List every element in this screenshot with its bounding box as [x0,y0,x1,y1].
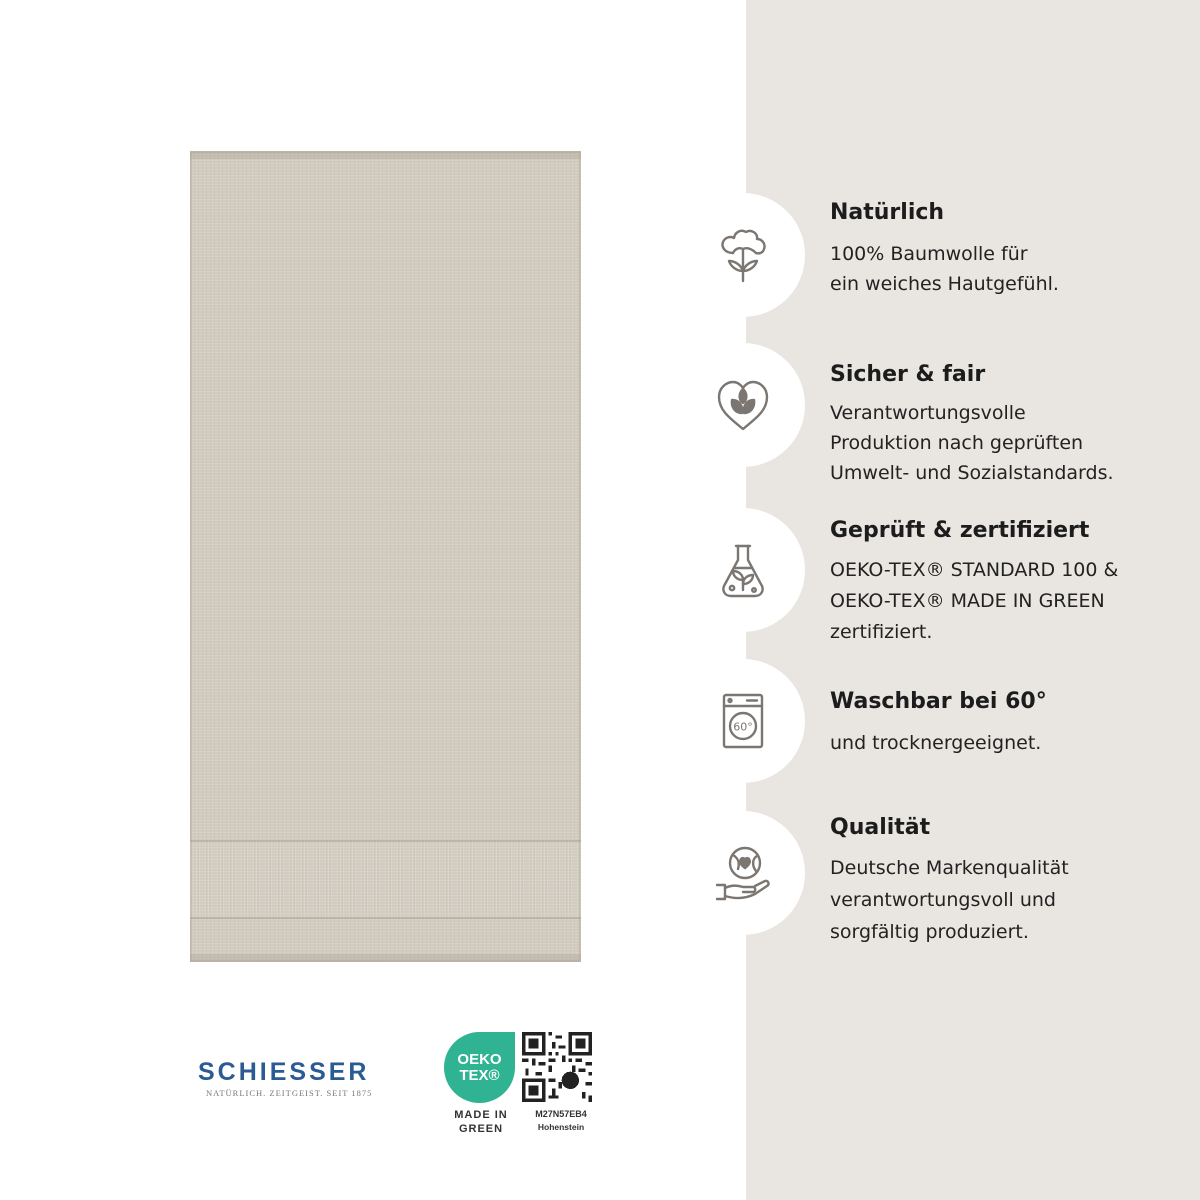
made-in-green-label [444,1108,518,1136]
brand-tagline: NATÜRLICH. ZEITGEIST. SEIT 1875 [206,1088,373,1098]
washing-machine-icon [681,659,805,783]
feature-title-certified: Geprüft & zertifiziert [830,518,1090,543]
towel-image [190,151,581,962]
feature-title-natural: Natürlich [830,200,945,225]
feature-text-safe-fair-line2: Produktion nach geprüften [830,432,1084,454]
feature-text-safe-fair-line1: Verantwortungsvolle [830,402,1026,424]
oeko-badge-line2: TEX® [459,1066,500,1084]
feature-title-washable: Waschbar bei 60° [830,689,1047,714]
feature-title-safe-fair: Sicher & fair [830,362,986,387]
qr-product-id: M27N57EB4 [535,1109,587,1119]
feature-text-quality-line1: Deutsche Markenqualität [830,857,1069,879]
oeko-badge-line1: OEKO [457,1050,502,1068]
wash-temp-label: 60° [733,720,753,734]
feature-text-certified-line2: OEKO-TEX® MADE IN GREEN [830,590,1105,612]
feature-text-washable-line1: und trocknergeeignet. [830,732,1042,754]
feature-text-quality-line3: sorgfältig produziert. [830,921,1029,943]
brand-logo: SCHIESSER [198,1058,370,1086]
feature-text-certified-line3: zertifiziert. [830,621,933,643]
made-in-green-line1: MADE IN [454,1109,508,1121]
qr-lab-name: Hohenstein [537,1122,585,1132]
cotton-flower-icon [681,193,805,317]
heart-leaves-icon [681,343,805,467]
towel-hem-top [190,151,581,159]
feature-text-quality-line2: verantwortungsvoll und [830,889,1056,911]
towel-border-stripe [190,840,581,919]
hand-heart-globe-icon [681,811,805,935]
feature-title-quality: Qualität [830,815,931,840]
feature-text-natural-line1: 100% Baumwolle für [830,243,1028,265]
flask-leaf-icon [681,508,805,632]
oeko-tex-badge [444,1032,515,1103]
feature-text-certified-line1: OEKO-TEX® STANDARD 100 & [830,559,1119,581]
towel-hem-bottom [190,954,581,962]
feature-text-natural-line2: ein weiches Hautgefühl. [830,273,1059,295]
qr-code[interactable] [522,1032,592,1102]
feature-text-safe-fair-line3: Umwelt- und Sozialstandards. [830,462,1114,484]
made-in-green-line2: GREEN [458,1123,504,1135]
